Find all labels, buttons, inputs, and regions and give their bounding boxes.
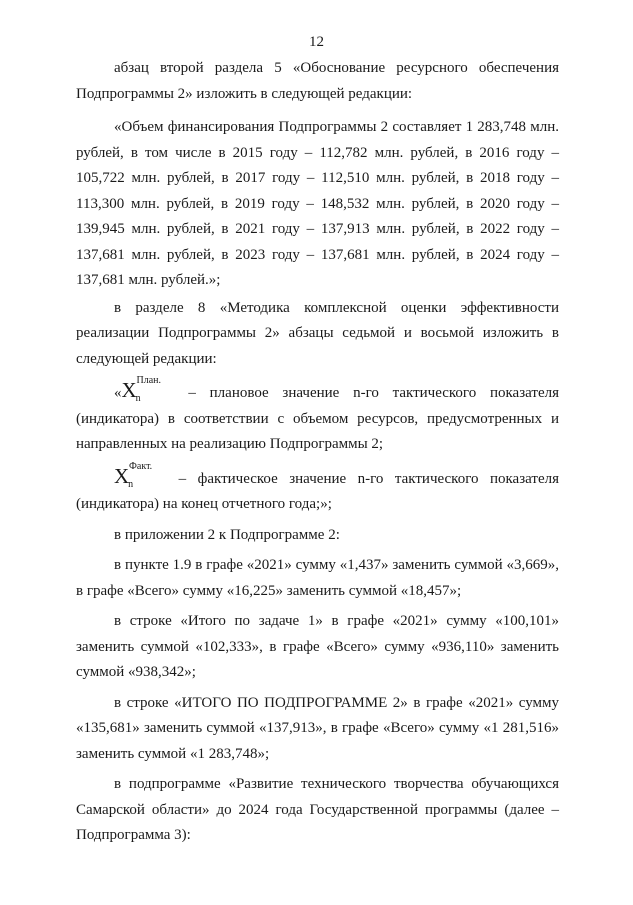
paragraph-fact-indicator	[76, 460, 559, 518]
page-number: 12	[309, 34, 324, 50]
paragraph-financing-amount: «Объем финансирования Подпрограммы 2 составляет 1 283,748 млн. рублей, в том числе в 2015 году – 112,782 млн. рублей, в 2016 году – 105,722 млн. рублей, в 2017 году – 112,510 млн. рублей, в 2018 году – 113,300 млн. рублей, в 2019 году – 148,532 млн. рублей, в 2020 году – 139,945 млн. рублей, в 2021 году – 137,913 млн. рублей, в 2022 году – 137,681 млн. рублей, в 2023 году – 137,681 млн. рублей, в 2024 году – 137,681 млн. рублей.»;	[76, 119, 559, 288]
paragraph-section8-instruction: в разделе 8 «Методика комплексной оценки эффективности реализации Подпрограммы 2» абзацы седьмой и восьмой изложить в следующей редакции:	[76, 299, 559, 367]
paragraph-section5-instruction: абзац второй раздела 5 «Обоснование ресурсного обеспечения Подпрограммы 2» изложить в следующей редакции:	[76, 60, 559, 102]
paragraph-item-1-9: в пункте 1.9 в графе «2021» сумму «1,437» заменить суммой «3,669», в графе «Всего» сумму «16,225» заменить суммой «18,457»;	[76, 557, 559, 599]
formula-base: X	[114, 463, 130, 488]
open-quote: «	[114, 385, 122, 401]
fact-indicator-text: – фактическое значение n-го тактического показателя (индикатора) на конец отчетного года;»;	[76, 470, 559, 512]
plan-indicator-text: – плановое значение n-го тактического показателя (индикатора) в соответствии с объемом ресурсов, предусмотренных и направленных на реализацию Подпрограммы 2;	[76, 385, 559, 452]
formula-x-plan	[121, 375, 171, 404]
paragraph-subprogram3-intro: в подпрограмме «Развитие технического творчества обучающихся Самарской области» до 2024 года Государственной программы (далее – Подпрограмма 3):	[76, 776, 559, 843]
paragraph-total-task1: в строке «Итого по задаче 1» в графе «2021» сумму «100,101» заменить суммой «102,333», в графе «Всего» сумму «936,110» заменить суммой «938,342»;	[76, 613, 559, 680]
formula-base: X	[121, 378, 137, 402]
formula-superscript: Факт.	[129, 460, 153, 472]
formula-x-fact	[114, 460, 163, 490]
formula-subscript: n	[128, 478, 134, 490]
formula-superscript: План.	[136, 375, 162, 386]
paragraph-total-subprogram2: в строке «ИТОГО ПО ПОДПРОГРАММЕ 2» в графе «2021» сумму «135,681» заменить суммой «137,913», в графе «Всего» сумму «1 281,516» заменить суммой «1 283,748»;	[76, 694, 559, 762]
document-body	[76, 56, 559, 849]
paragraph-appendix2: в приложении 2 к Подпрограмме 2:	[114, 526, 340, 543]
formula-subscript: n	[135, 393, 141, 404]
paragraph-plan-indicator	[76, 375, 559, 458]
